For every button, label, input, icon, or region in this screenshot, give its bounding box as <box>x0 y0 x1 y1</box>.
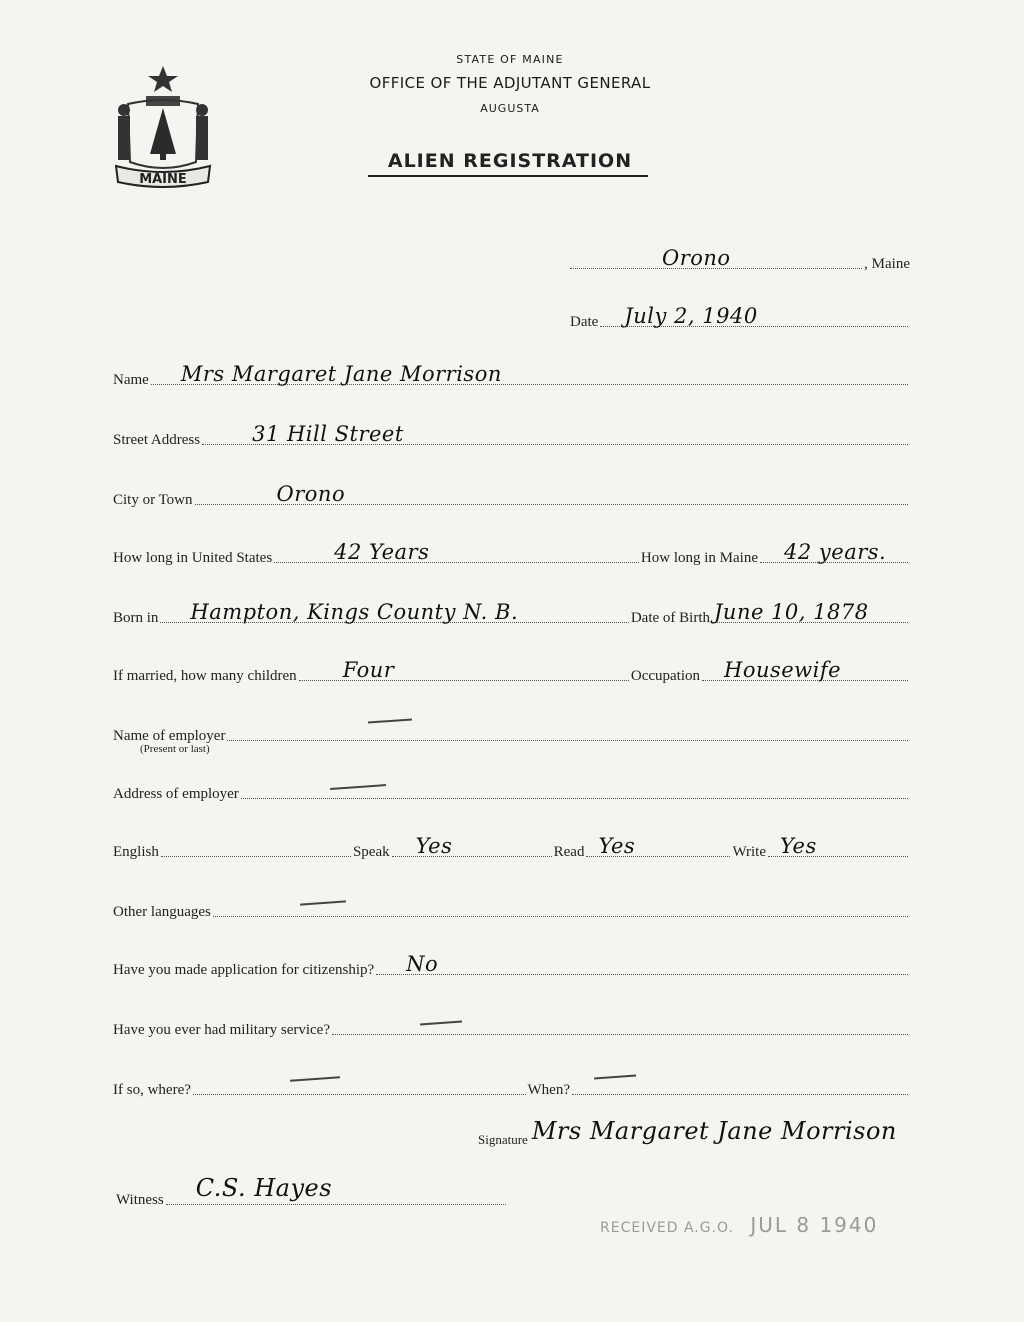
employer-label: Name of employer <box>113 728 226 744</box>
citizenship-field[interactable] <box>376 954 908 975</box>
date-row <box>570 306 910 330</box>
military-row <box>113 1014 910 1038</box>
city-label: City or Town <box>113 492 193 508</box>
english-row <box>113 836 910 860</box>
date-label: Date <box>570 314 599 330</box>
years-maine-value: 42 years. <box>784 540 887 564</box>
where-field[interactable] <box>193 1074 526 1095</box>
employer-sublabel: (Present or last) <box>140 743 210 755</box>
received-stamp <box>600 1213 878 1237</box>
family-row <box>113 660 910 684</box>
seal-label: MAINE <box>139 172 187 187</box>
name-value: Mrs Margaret Jane Morrison <box>180 362 502 386</box>
occupation-field[interactable] <box>702 660 908 681</box>
military-label: Have you ever had military service? <box>113 1022 330 1038</box>
employer-field[interactable] <box>227 720 908 741</box>
residence-row <box>113 542 910 566</box>
signature-field[interactable] <box>530 1117 908 1145</box>
witness-field[interactable] <box>166 1174 506 1205</box>
stamp-text: RECEIVED A.G.O. <box>600 1220 734 1236</box>
children-label: If married, how many children <box>113 668 297 684</box>
witness-label: Witness <box>116 1192 164 1208</box>
read-field[interactable] <box>586 836 730 857</box>
other-languages-label: Other languages <box>113 904 211 920</box>
children-field[interactable] <box>299 660 629 681</box>
dob-field[interactable] <box>712 602 908 623</box>
title-underline <box>368 175 648 177</box>
write-value: Yes <box>780 834 817 858</box>
signature-label: Signature <box>478 1132 528 1147</box>
dob-value: June 10, 1878 <box>714 600 869 624</box>
years-us-field[interactable] <box>274 542 639 563</box>
state-heading: STATE OF MAINE <box>456 53 564 66</box>
city-row <box>113 484 910 508</box>
signature-row <box>478 1117 910 1148</box>
city-value: Orono <box>276 482 346 506</box>
occupation-value: Housewife <box>724 658 842 682</box>
born-label: Born in <box>113 610 159 626</box>
children-value: Four <box>342 658 395 682</box>
name-label: Name <box>113 372 149 388</box>
speak-field[interactable] <box>392 836 552 857</box>
state-suffix: , Maine <box>864 256 910 272</box>
when-field[interactable] <box>572 1074 908 1095</box>
name-row <box>113 364 910 388</box>
stamp-date: JUL 8 1940 <box>750 1213 879 1237</box>
employer-row <box>113 720 910 744</box>
employer-address-row <box>113 778 910 802</box>
citizenship-row <box>113 954 910 978</box>
years-maine-label: How long in Maine <box>640 550 758 566</box>
service-details-row <box>113 1074 910 1098</box>
street-value: 31 Hill Street <box>252 422 404 446</box>
birth-row <box>113 602 910 626</box>
city-field[interactable] <box>195 484 908 505</box>
when-label: When? <box>527 1082 570 1098</box>
date-field[interactable] <box>600 306 908 327</box>
street-row <box>113 424 910 448</box>
citizenship-label: Have you made application for citizenship? <box>113 962 375 978</box>
citizenship-value: No <box>406 952 439 976</box>
street-label: Street Address <box>113 432 201 448</box>
read-value: Yes <box>598 834 636 858</box>
other-languages-field[interactable] <box>213 896 908 917</box>
place-line <box>568 248 910 272</box>
born-field[interactable] <box>160 602 628 623</box>
town-value: Orono <box>662 246 731 270</box>
write-field[interactable] <box>768 836 908 857</box>
witness-row <box>116 1174 508 1208</box>
speak-value: Yes <box>415 834 453 858</box>
speak-label: Speak <box>352 844 390 860</box>
date-value: July 2, 1940 <box>624 304 758 328</box>
town-field[interactable] <box>570 248 862 269</box>
years-us-label: How long in United States <box>113 550 273 566</box>
office-heading: OFFICE OF THE ADJUTANT GENERAL <box>369 74 651 92</box>
city-heading: AUGUSTA <box>480 102 540 115</box>
born-value: Hampton, Kings County N. B. <box>190 600 519 624</box>
english-field[interactable] <box>161 836 351 857</box>
read-label: Read <box>553 844 585 860</box>
state-seal-icon <box>108 62 218 190</box>
english-label: English <box>113 844 159 860</box>
form-title: ALIEN REGISTRATION <box>387 150 633 172</box>
where-label: If so, where? <box>113 1082 191 1098</box>
write-label: Write <box>732 844 766 860</box>
dob-label: Date of Birth <box>630 610 710 626</box>
signature-value: Mrs Margaret Jane Morrison <box>531 1117 897 1145</box>
street-field[interactable] <box>202 424 908 445</box>
military-field[interactable] <box>332 1014 908 1035</box>
witness-value: C.S. Hayes <box>195 1174 333 1202</box>
occupation-label: Occupation <box>630 668 700 684</box>
other-languages-row <box>113 896 910 920</box>
years-us-value: 42 Years <box>334 540 430 564</box>
years-maine-field[interactable] <box>760 542 908 563</box>
employer-address-label: Address of employer <box>113 786 239 802</box>
name-field[interactable] <box>151 364 908 385</box>
